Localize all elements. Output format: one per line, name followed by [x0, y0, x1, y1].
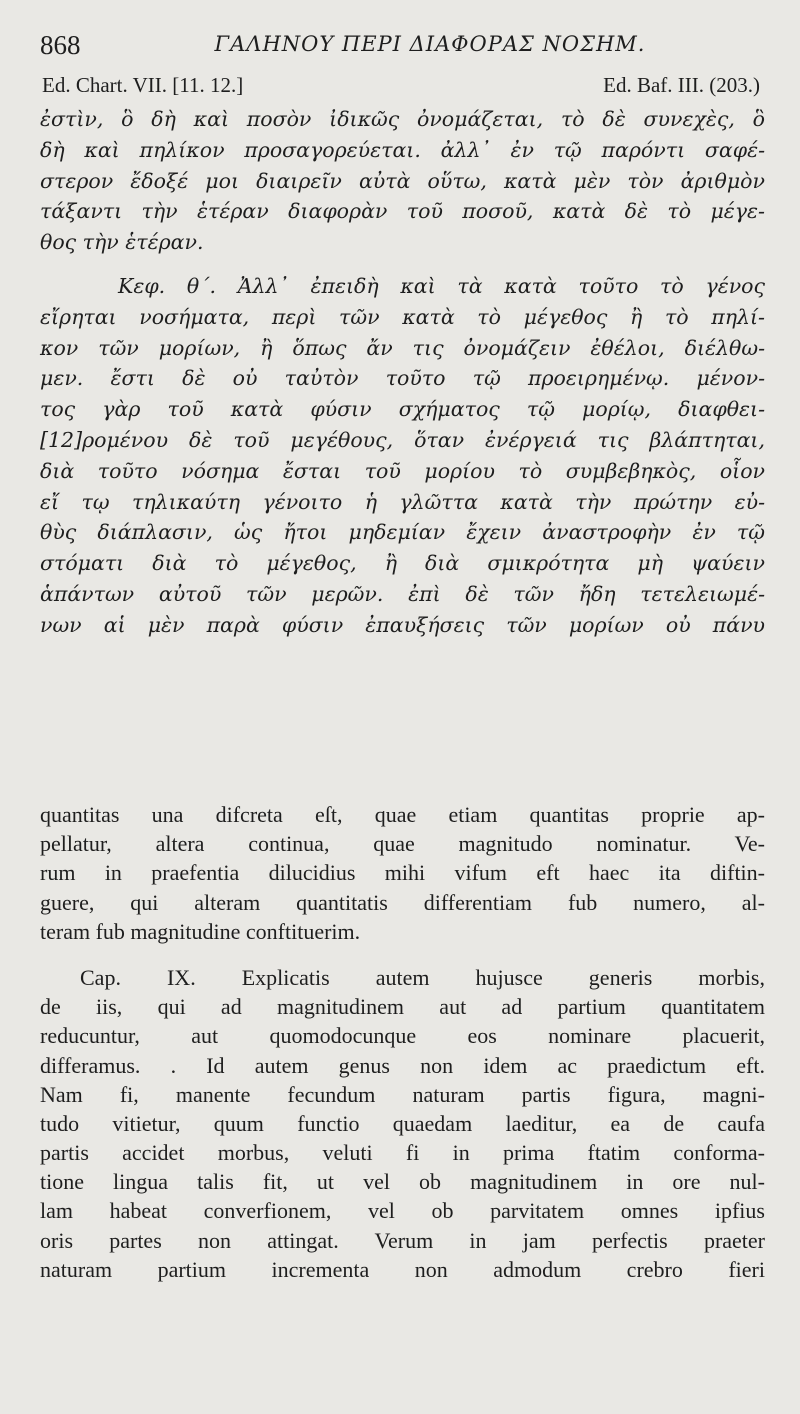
text-line: pellatur, altera continua, quae magnitudo nominatur. Ve- — [40, 831, 765, 857]
text-line: tudo vitietur, quum functio quaedam laeditur, ea de caufa — [40, 1110, 765, 1136]
latin-text — [40, 800, 765, 1284]
latin-paragraph-2 — [40, 963, 765, 1284]
text-line: θὺς διάπλασιν, ὡς ἤτοι μηδεμίαν ἔχειν ἀναστροφὴν ἐν τῷ — [40, 520, 765, 545]
edition-reference-left: Ed. Chart. VII. [11. 12.] — [42, 73, 244, 97]
text-line: εἴ τῳ τηλικαύτη γένοιτο ἡ γλῶττα κατὰ τὴν πρώτην εὐ- — [40, 489, 765, 514]
edition-reference-right: Ed. Baf. III. (203.) — [603, 73, 760, 97]
text-line: de iis, qui ad magnitudinem aut ad partium quantitatem — [40, 994, 765, 1020]
text-line: oris partes non attingat. Verum in jam perfectis praeter — [40, 1227, 765, 1253]
text-line: δὴ καὶ πηλίκον προσαγορεύεται. ἀλλ᾽ ἐν τῷ παρόντι σαφέ- — [40, 137, 765, 162]
greek-text — [40, 104, 765, 641]
greek-paragraph-2 — [40, 271, 765, 641]
text-line: στερον ἔδοξέ μοι διαιρεῖν αὐτὰ οὕτω, κατὰ μὲν τὸν ἀριθμὸν — [40, 168, 765, 193]
text-line: quantitas una difcreta eſt, quae etiam quantitas proprie ap- — [40, 802, 765, 827]
text-line: guere, qui alteram quantitatis differentiam fub numero, al- — [40, 889, 765, 915]
text-line: τάξαντι τὴν ἑτέραν διαφορὰν τοῦ ποσοῦ, κατὰ δὲ τὸ μέγε- — [40, 199, 765, 224]
text-line: Nam fi, manente fecundum naturam partis figura, magni- — [40, 1081, 765, 1107]
text-line: [12]ρομένου δὲ τοῦ μεγέθους, ὅταν ἐνέργειά τις βλάπτηται, — [40, 427, 765, 452]
page-number: 868 — [40, 30, 81, 60]
text-line: τος γὰρ τοῦ κατὰ φύσιν σχήματος τῷ μορίῳ, διαφθει- — [40, 397, 765, 422]
running-title: ΓΑΛΗΝΟΥ ΠΕΡΙ ΔΙΑΦΟΡΑΣ ΝΟΣΗΜ. — [214, 32, 646, 56]
text-line: νων αἱ μὲν παρὰ φύσιν ἐπαυξήσεις τῶν μορίων οὐ πάνυ — [40, 612, 765, 637]
text-line: rum in praefentia dilucidius mihi vifum eft haec ita diftin- — [40, 860, 765, 886]
text-line: naturam partium incrementa non admodum crebro fieri — [40, 1256, 765, 1282]
latin-paragraph-1 — [40, 800, 765, 946]
text-line: reducuntur, aut quomodocunque eos nominare placuerit, — [40, 1023, 765, 1049]
text-line: διὰ τοῦτο νόσημα ἔσται τοῦ μορίου τὸ συμβεβηκὸς, οἷον — [40, 458, 765, 483]
text-line: ἐστὶν, ὃ δὴ καὶ ποσὸν ἰδικῶς ὀνομάζεται, τὸ δὲ συνεχὲς, ὃ — [40, 107, 765, 131]
text-line: κον τῶν μορίων, ἢ ὅπως ἄν τις ὀνομάζειν ἐθέλοι, διέλθω- — [40, 335, 765, 360]
text-line: differamus. . Id autem genus non idem ac praedictum eft. — [40, 1052, 765, 1078]
text-line: partis accidet morbus, veluti fi in prima ftatim conforma- — [40, 1140, 765, 1166]
chapter-heading-line: Κεφ. θ΄. Ἀλλ᾽ ἐπειδὴ καὶ τὰ κατὰ τοῦτο τὸ γένος — [118, 273, 765, 298]
text-line: lam habeat converfionem, vel ob parvitatem omnes ipfius — [40, 1198, 765, 1224]
chapter-heading-line: Cap. IX. Explicatis autem hujusce generis morbis, — [80, 964, 765, 990]
greek-paragraph-1 — [40, 104, 765, 258]
text-line: tione lingua talis fit, ut vel ob magnitudinem in ore nul- — [40, 1169, 765, 1195]
text-line: εἴρηται νοσήματα, περὶ τῶν κατὰ τὸ μέγεθος ἢ τὸ πηλί- — [40, 304, 765, 329]
text-line: στόματι διὰ τὸ μέγεθος, ἢ διὰ σμικρότητα μὴ ψαύειν — [40, 551, 765, 576]
page-header — [40, 30, 760, 64]
text-line: teram fub magnitudine conftituerim. — [40, 918, 361, 944]
text-line: ἁπάντων αὐτοῦ τῶν μερῶν. ἐπὶ δὲ τῶν ἤδη τετελειωμέ- — [40, 581, 765, 606]
text-line: μεν. ἔστι δὲ οὐ ταὐτὸν τοῦτο τῷ προειρημένῳ. μένον- — [40, 366, 765, 391]
text-line: θος τὴν ἑτέραν. — [40, 230, 204, 255]
